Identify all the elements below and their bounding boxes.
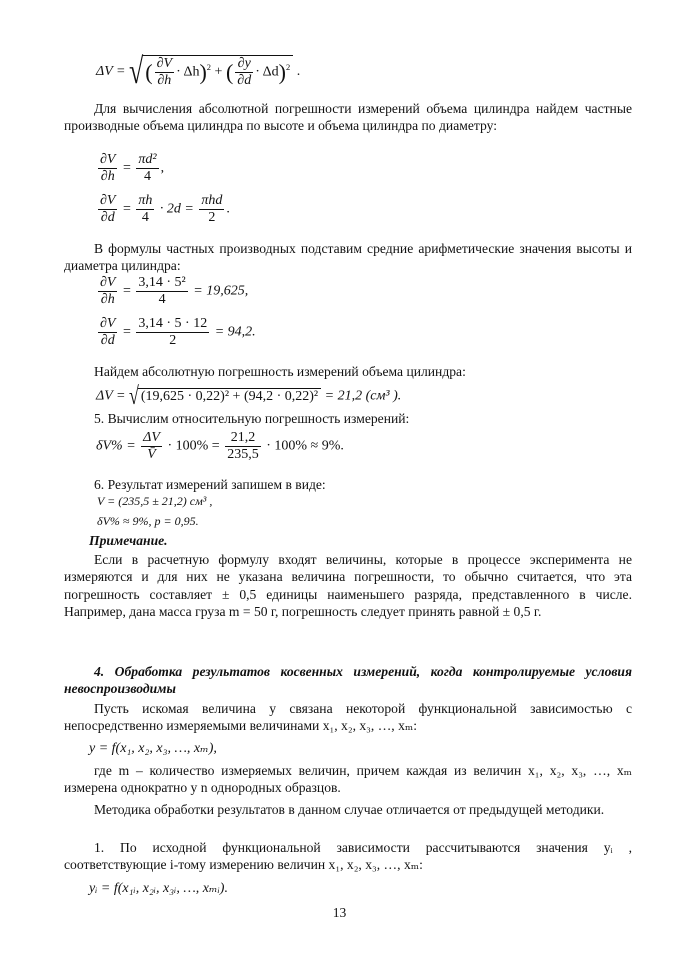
result-volume: V = (235,5 ± 21,2) см³ , [97,494,213,508]
fraction-den: V̄ [147,447,156,462]
equals-sign: = [122,160,131,176]
formula-result: = 19,625, [193,283,249,299]
fraction-den: 4 [144,169,151,184]
equals-sign: = [122,324,131,340]
formula-end: . [296,64,301,80]
fraction-den: ∂d [100,333,115,348]
fraction-den: 2 [208,210,216,225]
fraction-den: ∂h [100,292,115,307]
formula-lhs: ΔV = [96,64,126,80]
fraction-den: 235,5 [227,447,259,462]
formula-term: · 100% = [167,438,220,454]
fraction-num: 3,14 · 5 · 12 [138,316,208,331]
page-number: 13 [332,905,347,920]
formula-dv-total [96,51,301,92]
formula-dvdh [96,152,164,185]
formula-lhs: δV% = [96,438,136,454]
fraction-num: ∂V [100,316,116,331]
sqrt-icon: √ [128,51,144,92]
fraction-num: πd² [138,152,157,167]
list-item-6: 6. Результат измерений запишем в виде: [94,477,326,492]
formula-dv-value [96,381,402,410]
sqrt-icon: √ [128,381,139,410]
note-body: Если в расчетную формулу входят величины, которые в процессе эксперимента не измеряются и для них не указана величина погрешности, то обычно считается, что эта погрешность составляет ± 0,5 единицы наименьшего разряда, представленного в числе. Например, дана масса груза m = 50 г, погрешность следует принять равной ± 0,5 г. [64,552,632,620]
formula-y: y = f(x₁, x₂, x₃, …, xₘ), [89,741,217,756]
formula-dvdd [96,193,230,226]
paragraph-where-m: где m – количество измеряемых величин, причем каждая из величин x₁, x₂, x₃, …, xₘ измерена однократно у n однородных образцов. [64,763,632,796]
fraction-den: ∂h [157,73,172,88]
fraction-den: 4 [158,292,166,307]
fraction-num: 3,14 · 5² [138,275,186,290]
result-relative: δV% ≈ 9%, p = 0,95. [97,514,199,528]
exponent: 2 [285,62,291,73]
fraction-num: 21,2 [225,430,261,447]
paragraph-functional-dependency: Пусть искомая величина y связана некоторой функциональной зависимостью с непосредственно измеряемыми величинами x₁, x₂, x₃, …, xₘ: [64,701,632,734]
formula-result: = 21,2 (см³ ). [324,388,402,404]
formula-term: · Δh [176,64,200,80]
equals-sign: = [122,283,131,299]
paragraph-method: Методика обработки результатов в данном случае отличается от предыдущей методики. [94,802,605,817]
fraction-num: ΔV [143,430,160,445]
paragraph-step-1: 1. По исходной функциональной зависимости рассчитываются значения yᵢ , соответствующие i-тому измерению величин x₁, x₂, x₃, …, xₘ: [64,840,632,873]
fraction-den: ∂h [100,169,115,184]
fraction-num: ∂V [100,152,116,167]
note-title: Примечание. [89,533,168,548]
formula-term: · 2d = [159,201,194,217]
fraction-den: ∂d [100,210,115,225]
formula-lhs: ΔV = [96,388,126,404]
fraction-num: ∂y [237,56,251,71]
fraction-num: ∂V [100,275,116,290]
formula-term: · Δd [255,64,279,80]
formula-result: · 100% ≈ 9%. [266,438,344,454]
formula-yi: yᵢ = f(x₁ᵢ, x₂ᵢ, x₃ᵢ, …, xₘᵢ). [89,881,228,896]
formula-relative-error [96,430,344,463]
paragraph-substitute: В формулы частных производных подставим средние арифметические значения высоты и диаметра цилиндра: [64,241,632,274]
equals-sign: = [122,201,131,217]
radicand: (19,625 · 0,22)² + (94,2 · 0,22)² [138,388,321,405]
formula-result: = 94,2. [214,324,256,340]
formula-dvdd-value [96,316,256,349]
paragraph-abs-error: Найдем абсолютную погрешность измерений объема цилиндра: [94,364,466,379]
radicand: ( $\frac{\partial V}{\partial h}$ · Δh)$^2$ + ( $\frac{\partial y}{\partial d}$ · Δd)$^2$ [142,55,293,89]
formula-end: . [226,201,230,217]
fraction-den: 2 [169,333,177,348]
formula-end: , [160,160,165,176]
paragraph-partial-derivatives: Для вычисления абсолютной погрешности измерений объема цилиндра найдем частные производные объема цилиндра по высоте и объема цилиндра по диаметру: [64,101,632,134]
exponent: 2 [206,62,212,73]
list-item-5: 5. Вычислим относительную погрешность измерений: [94,411,410,426]
fraction-num: ∂V [156,56,173,71]
plus-sign: + [214,64,223,80]
section-title: 4. Обработка результатов косвенных измерений, когда контролируемые условия невоспроизводимы [64,664,632,697]
fraction-den: 4 [141,210,149,225]
formula-dvdh-value [96,275,248,308]
fraction-num: πh [138,193,153,208]
fraction-num: πhd [201,193,223,208]
fraction-den: ∂d [237,73,252,88]
fraction-num: ∂V [100,193,116,208]
